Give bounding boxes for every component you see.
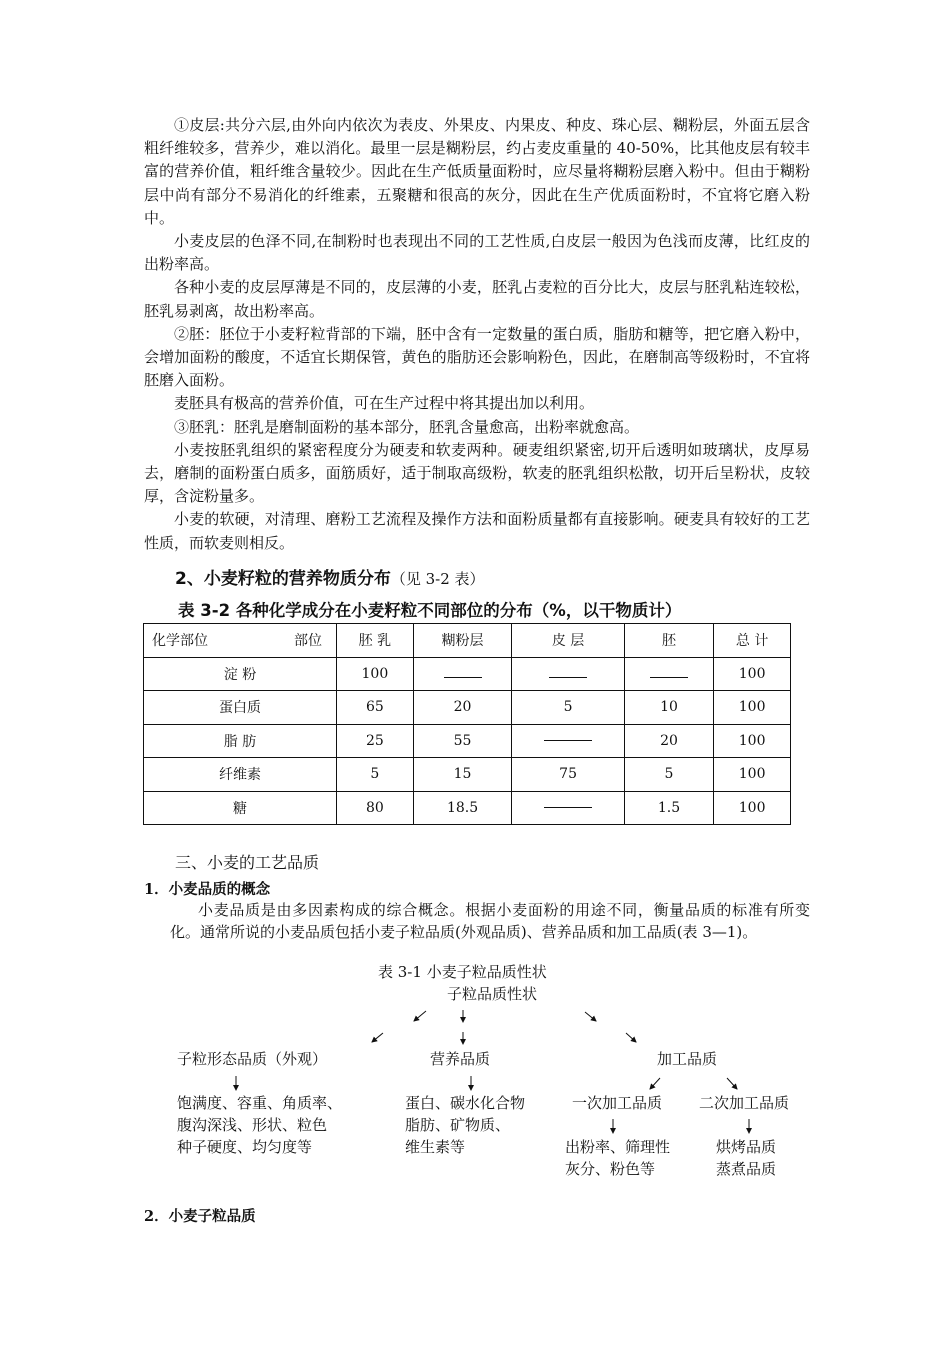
table-cell: 5 bbox=[512, 691, 624, 725]
row-label: 脂 肪 bbox=[144, 724, 337, 758]
table-cell: 25 bbox=[337, 724, 414, 758]
table-cell: 1.5 bbox=[624, 791, 713, 825]
column-header: 胚 bbox=[624, 624, 713, 658]
row-label: 蛋白质 bbox=[144, 691, 337, 725]
arrow-root-to-processing bbox=[585, 1012, 596, 1021]
processing-quality-node: 加工品质 bbox=[657, 1050, 718, 1068]
secondary-detail-line: 烘烤品质 bbox=[716, 1138, 777, 1156]
primary-detail-line: 灰分、粉色等 bbox=[565, 1160, 656, 1178]
diagram-root-node: 子粒品质性状 bbox=[447, 985, 538, 1003]
secondary-processing-node: 二次加工品质 bbox=[699, 1094, 790, 1112]
section-three-heading: 三、小麦的工艺品质 bbox=[175, 853, 320, 872]
table-cell: 100 bbox=[714, 791, 791, 825]
nutrition-detail-line: 蛋白、碳水化合物 bbox=[405, 1094, 526, 1112]
nutrition-quality-node: 营养品质 bbox=[430, 1050, 491, 1068]
table-cell: 5 bbox=[337, 758, 414, 792]
row-label: 纤维素 bbox=[144, 758, 337, 792]
appearance-detail-line: 腹沟深浅、形状、粒色 bbox=[177, 1116, 328, 1134]
column-header: 糊粉层 bbox=[413, 624, 512, 658]
paragraph-germ: ②胚：胚位于小麦籽粒背部的下端，胚中含有一定数量的蛋白质，脂肪和糖等，把它磨入粉中，会增加面粉的酸度，不适宜长期保管，黄色的脂肪还会影响粉色，因此，在磨制高等级粉时，不宜将胚磨入面粉。 bbox=[144, 324, 810, 390]
table-cell: 100 bbox=[714, 724, 791, 758]
table-cell: 100 bbox=[714, 691, 791, 725]
appearance-detail-line: 种子硬度、均匀度等 bbox=[177, 1138, 313, 1156]
row-label: 淀 粉 bbox=[144, 657, 337, 691]
table-cell: 100 bbox=[714, 758, 791, 792]
paragraph-endosperm: ③胚乳：胚乳是磨制面粉的基本部分，胚乳含量愈高，出粉率就愈高。 bbox=[174, 417, 640, 436]
row-label: 糖 bbox=[144, 791, 337, 825]
table-cell: 75 bbox=[512, 758, 624, 792]
arrow-processing-to-secondary bbox=[727, 1078, 737, 1089]
table-cell: 18.5 bbox=[413, 791, 512, 825]
section-heading-note: （见 3-2 表） bbox=[390, 570, 485, 588]
subheading-grain-quality: 2．小麦子粒品质 bbox=[144, 1208, 256, 1225]
nutrition-detail-line: 维生素等 bbox=[405, 1138, 466, 1156]
table-cell: 65 bbox=[337, 691, 414, 725]
diagram-caption: 表 3-1 小麦子粒品质性状 bbox=[378, 963, 547, 981]
corner-right-label: 部位 bbox=[294, 633, 322, 650]
arrow-root-to-appearance-2 bbox=[372, 1033, 383, 1042]
paragraph-bran-color: 小麦皮层的色泽不同,在制粉时也表现出不同的工艺性质,白皮层一般因为色浅而皮薄，比红皮的出粉率高。 bbox=[144, 232, 810, 274]
table-cell: 100 bbox=[337, 657, 414, 691]
paragraph-germ-value: 麦胚具有极高的营养价值，可在生产过程中将其提出加以利用。 bbox=[174, 394, 595, 413]
appearance-quality-node: 子粒形态品质（外观） bbox=[177, 1050, 328, 1068]
table-cell: 55 bbox=[413, 724, 512, 758]
primary-processing-node: 一次加工品质 bbox=[572, 1094, 663, 1112]
table-cell: 20 bbox=[413, 691, 512, 725]
appearance-detail-line: 饱满度、容重、角质率、 bbox=[177, 1094, 343, 1112]
paragraph-bran-thickness: 各种小麦的皮层厚薄是不同的，皮层薄的小麦，胚乳占麦粒的百分比大，皮层与胚乳粘连较松，胚乳易剥离，故出粉率高。 bbox=[144, 278, 810, 320]
table-caption: 表 3-2 各种化学成分在小麦籽粒不同部位的分布（%，以干物质计） bbox=[178, 601, 682, 620]
table-cell: 10 bbox=[624, 691, 713, 725]
section-heading-title: 2、小麦籽粒的营养物质分布 bbox=[175, 569, 391, 589]
column-header: 总 计 bbox=[714, 624, 791, 658]
arrow-processing-to-primary bbox=[650, 1078, 660, 1089]
primary-detail-line: 出粉率、筛理性 bbox=[565, 1138, 671, 1156]
subheading-quality-concept: 1．小麦品质的概念 bbox=[144, 881, 271, 898]
paragraph-bran: ①皮层:共分六层,由外向内依次为表皮、外果皮、内果皮、种皮、珠心层、糊粉层，外面五层含粗纤维较多，营养少，难以消化。最里一层是糊粉层，约占麦皮重量的 40-50%，比其他皮层有较丰富的营养价值，粗纤维含量较少。因此在生产低质量面粉时，应尽量将糊粉层磨入粉中。但由于糊粉层中尚有部分不易消化的纤维素，五聚糖和很高的灰分，因此在生产优质面粉时，不宜将它磨入粉中。 bbox=[144, 116, 810, 227]
arrow-root-to-appearance bbox=[414, 1011, 426, 1021]
table-cell: 15 bbox=[413, 758, 512, 792]
column-header: 胚 乳 bbox=[337, 624, 414, 658]
nutrition-detail-line: 脂肪、矿物质、 bbox=[405, 1116, 511, 1134]
secondary-detail-line: 蒸煮品质 bbox=[716, 1160, 777, 1178]
corner-left-label: 化学部位 bbox=[152, 633, 208, 650]
arrow-root-to-processing-2 bbox=[626, 1033, 636, 1042]
column-header: 皮 层 bbox=[512, 624, 624, 658]
table-cell: 20 bbox=[624, 724, 713, 758]
paragraph-hard-soft: 小麦按胚乳组织的紧密程度分为硬麦和软麦两种。硬麦组织紧密,切开后透明如玻璃状，皮厚易去，磨制的面粉蛋白质多，面筋质好，适于制取高级粉，软麦的胚乳组织松散，切开后呈粉状，皮较厚，含淀粉量多。 bbox=[144, 440, 810, 506]
paragraph-quality-concept: 小麦品质是由多因素构成的综合概念。根据小麦面粉的用途不同，衡量品质的标准有所变化。通常所说的小麦品质包括小麦子粒品质(外观品质)、营养品质和加工品质(表 3—1)。 bbox=[170, 901, 810, 941]
table-cell: 80 bbox=[337, 791, 414, 825]
table-cell: 100 bbox=[714, 657, 791, 691]
paragraph-hardness-effect: 小麦的软硬，对清理、磨粉工艺流程及操作方法和面粉质量都有直接影响。硬麦具有较好的工艺性质，而软麦则相反。 bbox=[144, 510, 810, 552]
table-cell: 5 bbox=[624, 758, 713, 792]
